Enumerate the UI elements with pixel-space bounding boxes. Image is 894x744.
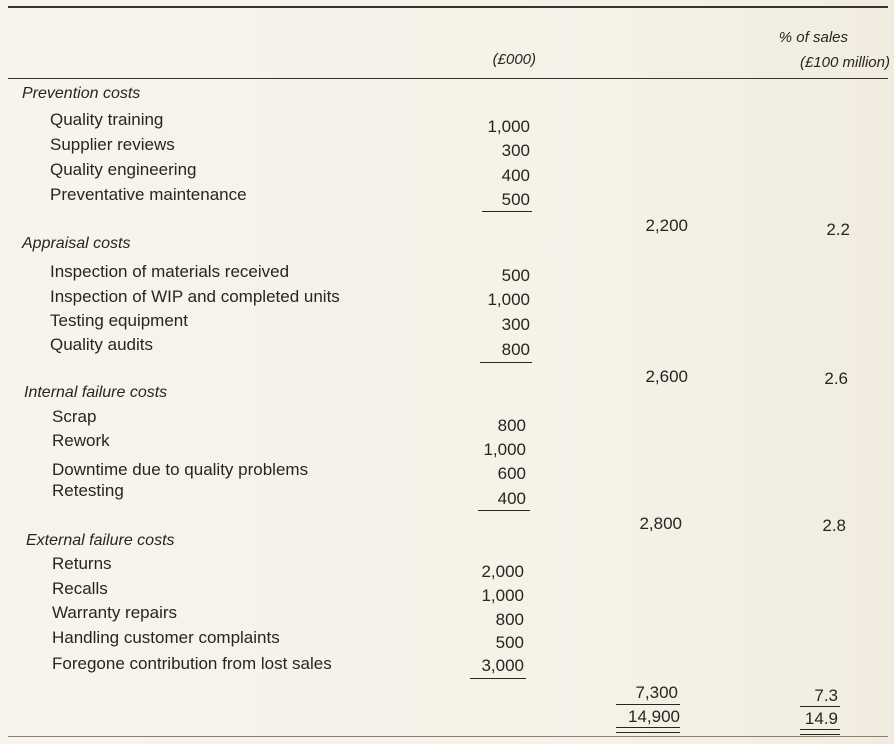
row-label: Warranty repairs [52, 603, 178, 622]
row-label: Supplier reviews [50, 135, 175, 154]
row-label: Quality audits [50, 335, 153, 354]
subtotal-rule [482, 211, 532, 212]
row-value: 1,000 [487, 290, 530, 309]
row-label: Testing equipment [50, 311, 188, 330]
row-label: Recalls [52, 579, 108, 598]
section-pct: 2.2 [826, 220, 850, 239]
row-label: Quality engineering [50, 160, 197, 179]
row-label: Retesting [52, 481, 124, 500]
section-title-external-failure: External failure costs [26, 532, 175, 549]
header-rule [8, 78, 888, 79]
section-total: 7,300 [635, 683, 678, 702]
row-value: 400 [497, 489, 526, 508]
header-col-thousands: (£000) [492, 51, 536, 68]
row-value: 500 [495, 633, 524, 652]
row-label: Foregone contribution from lost sales [52, 654, 332, 673]
section-title-prevention: Prevention costs [22, 85, 141, 102]
row-label: Rework [52, 431, 110, 450]
header-col-pct-line1: % of sales [778, 29, 848, 46]
section-pct: 2.8 [822, 516, 846, 535]
section-title-internal-failure: Internal failure costs [24, 384, 168, 401]
row-value: 300 [501, 315, 530, 334]
row-value: 600 [497, 464, 526, 483]
subtotal-rule [616, 704, 680, 705]
row-value: 3,000 [481, 656, 524, 675]
row-value: 1,000 [487, 117, 530, 136]
row-label: Quality training [50, 110, 164, 129]
row-label: Inspection of WIP and completed units [50, 287, 340, 306]
row-value: 800 [495, 610, 524, 629]
row-value: 1,000 [483, 440, 526, 459]
top-rule [8, 6, 888, 8]
section-pct: 2.6 [824, 369, 848, 388]
row-value: 1,000 [481, 586, 524, 605]
row-label: Preventative maintenance [50, 185, 247, 204]
section-total: 2,600 [645, 367, 688, 386]
row-value: 500 [501, 190, 530, 209]
subtotal-rule [470, 678, 526, 679]
row-value: 300 [501, 141, 530, 160]
row-label: Returns [52, 554, 112, 573]
row-value: 800 [497, 416, 526, 435]
subtotal-rule [480, 362, 532, 363]
section-total: 2,200 [645, 216, 688, 235]
row-value: 500 [501, 266, 530, 285]
section-pct: 7.3 [814, 686, 838, 705]
section-title-appraisal: Appraisal costs [22, 235, 131, 252]
grand-total: 14,900 [628, 707, 680, 726]
row-value: 400 [501, 166, 530, 185]
grand-total-pct-double-rule [800, 729, 840, 735]
section-total: 2,800 [639, 514, 682, 533]
subtotal-rule [478, 510, 530, 511]
row-label: Scrap [52, 407, 97, 426]
row-label: Downtime due to quality problems [52, 460, 309, 479]
header-col-pct-line2: (£100 million) [799, 54, 890, 71]
row-value: 800 [501, 340, 530, 359]
row-value: 2,000 [481, 562, 524, 581]
row-label: Handling customer complaints [52, 628, 280, 647]
subtotal-rule [800, 706, 840, 707]
row-label: Inspection of materials received [50, 262, 290, 281]
grand-total-double-rule [616, 727, 680, 733]
bottom-rule [8, 736, 888, 737]
grand-total-pct: 14.9 [804, 709, 838, 728]
